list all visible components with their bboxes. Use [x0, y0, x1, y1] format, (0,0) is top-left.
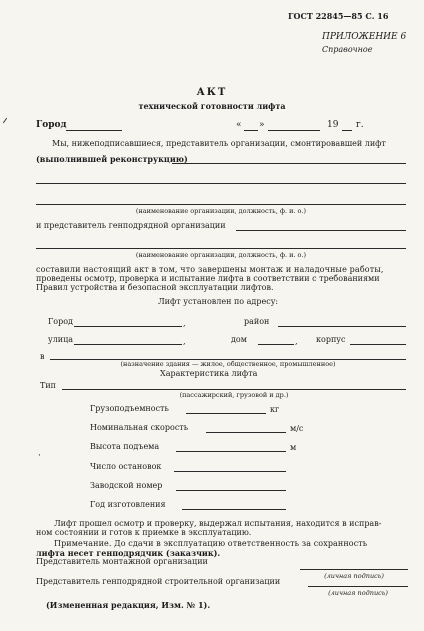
- act-title: АКТ: [196, 87, 228, 98]
- contractor-org-field-2[interactable]: [36, 248, 406, 249]
- speed-label: Номинальная скорость: [90, 423, 189, 432]
- specs-heading: Характеристика лифта: [160, 369, 258, 378]
- type-caption: (пассажирский, грузовой и др.): [179, 391, 289, 399]
- body-line-3: Правил устройства и безопасной эксплуатации лифтов.: [36, 283, 274, 292]
- address-comma-3: ,: [295, 337, 298, 346]
- speed-unit: м/с: [290, 424, 304, 433]
- installer-org-field-2[interactable]: [36, 183, 406, 184]
- appendix-subtitle: Справочное: [322, 45, 373, 54]
- stops-field[interactable]: [174, 471, 286, 472]
- body-line-2: проведены осмотр, проверка и испытание лифта в соответствии с требованиями: [36, 274, 380, 283]
- conclusion-line-2: ном состоянии и готов к приемке в эксплуатацию.: [36, 528, 252, 537]
- capacity-field[interactable]: [186, 413, 266, 414]
- district-field[interactable]: [278, 326, 406, 327]
- installer-org-field-1[interactable]: [172, 163, 406, 164]
- contractor-signature-field[interactable]: [308, 586, 408, 587]
- scan-dot: ·: [38, 451, 41, 461]
- installer-org-field-3[interactable]: [36, 204, 406, 205]
- conclusion-line-1: Лифт прошел осмотр и проверку, выдержал испытания, находится в исправ-: [54, 519, 382, 528]
- document-code: ГОСТ 22845—85 С. 16: [288, 11, 389, 21]
- city-address-label: Город: [48, 317, 73, 326]
- house-field[interactable]: [258, 344, 294, 345]
- serial-number-field[interactable]: [176, 490, 286, 491]
- month-field[interactable]: [268, 130, 320, 131]
- quote-open: «: [236, 120, 242, 130]
- scan-mark: [3, 118, 7, 123]
- capacity-unit: кг: [270, 405, 280, 414]
- street-label: улица: [48, 335, 74, 344]
- city-address-field[interactable]: [74, 326, 182, 327]
- building-purpose-label: в: [40, 352, 45, 361]
- address-comma-1: ,: [183, 319, 186, 328]
- speed-field[interactable]: [206, 432, 286, 433]
- year-field[interactable]: [342, 130, 352, 131]
- appendix-title: ПРИЛОЖЕНИЕ 6: [322, 32, 407, 42]
- contractor-signature-caption: (личная подпись): [328, 589, 388, 597]
- quote-close: »: [259, 120, 265, 130]
- address-heading: Лифт установлен по адресу:: [158, 297, 279, 306]
- street-field[interactable]: [74, 344, 182, 345]
- serial-number-label: Заводской номер: [90, 481, 163, 490]
- lift-height-field[interactable]: [176, 451, 286, 452]
- type-field[interactable]: [62, 389, 406, 390]
- installer-signature-caption: (личная подпись): [324, 572, 384, 580]
- year-suffix: г.: [356, 120, 364, 130]
- city-field[interactable]: [66, 130, 122, 131]
- capacity-label: Грузоподъемность: [90, 404, 169, 413]
- district-label: район: [244, 317, 270, 326]
- contractor-rep-label: Представитель генподрядной строительной организации: [36, 577, 281, 586]
- intro-line-1: Мы, нижеподписавшиеся, представитель организации, смонтировавшей лифт: [52, 139, 386, 148]
- revision-note: (Измененная редакция, Изм. № 1).: [46, 600, 211, 610]
- note-line-2: лифта несет генподрядчик (заказчик).: [36, 548, 221, 558]
- city-label: Город: [36, 120, 67, 130]
- intro-line-2: (выполнившей реконструкцию): [36, 154, 188, 164]
- manufacture-year-label: Год изготовления: [90, 500, 166, 509]
- act-subtitle: технической готовности лифта: [138, 101, 286, 111]
- lift-height-unit: м: [290, 443, 297, 452]
- lift-height-label: Высота подъема: [90, 442, 160, 451]
- day-field[interactable]: [244, 130, 258, 131]
- stops-label: Число остановок: [90, 462, 162, 471]
- house-label: дом: [231, 335, 247, 344]
- building-label: корпус: [316, 335, 346, 344]
- manufacture-year-field[interactable]: [182, 509, 286, 510]
- contractor-org-field-1[interactable]: [236, 230, 406, 231]
- contractor-org-caption: (наименование организации, должность, ф. и. о.): [135, 251, 307, 259]
- building-purpose-caption: (назначение здания — жилое, общественное, промышленное): [120, 360, 336, 368]
- installer-org-caption: (наименование организации, должность, ф. и. о.): [135, 207, 307, 215]
- intro-line-3: и представитель генподрядной организации: [36, 221, 226, 230]
- installer-rep-label: Представитель монтажной организации: [36, 557, 208, 566]
- year-prefix: 19: [327, 120, 339, 130]
- address-comma-2: ,: [183, 337, 186, 346]
- body-line-1: составили настоящий акт в том, что завершены монтаж и наладочные работы,: [36, 265, 384, 274]
- building-field[interactable]: [350, 344, 406, 345]
- type-label: Тип: [40, 381, 56, 390]
- installer-signature-field[interactable]: [300, 569, 408, 570]
- note-line-1: Примечание. До сдачи в эксплуатацию ответственность за сохранность: [54, 539, 368, 548]
